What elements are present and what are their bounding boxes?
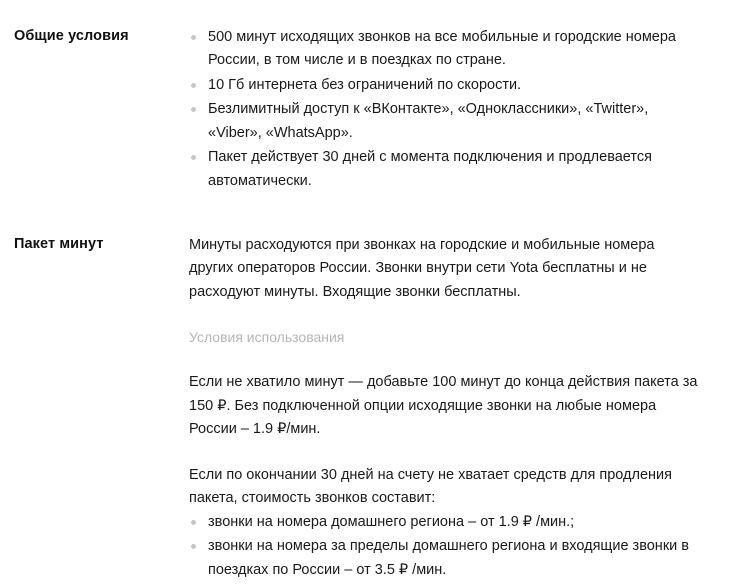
general-conditions-list <box>189 26 700 193</box>
section-body-minutes-package <box>189 234 730 583</box>
list-item: 10 Гб интернета без ограничений по скорости. <box>189 74 700 97</box>
spacer <box>189 304 700 326</box>
section-body-general-conditions <box>189 26 730 194</box>
section-label-minutes-package: Пакет минут <box>14 236 104 252</box>
minutes-extra-paragraph: Если не хватило минут — добавьте 100 минут до конца действия пакета за 150 ₽. Без подключенной опции исходящие звонки на любые номера России – 1.9 ₽/мин. <box>189 374 698 438</box>
section-label-general-conditions: Общие условия <box>14 28 129 44</box>
minutes-rates-list <box>189 511 700 582</box>
list-item: 500 минут исходящих звонков на все мобильные и городские номера России, в том числе и в поездках по стране. <box>189 26 700 73</box>
list-item: Безлимитный доступ к «ВКонтакте», «Одноклассники», «Twitter», «Viber», «WhatsApp». <box>189 98 700 145</box>
list-item: звонки на номера домашнего региона – от 1.9 ₽ /мин.; <box>189 511 700 534</box>
minutes-renewal-paragraph: Если по окончании 30 дней на счету не хватает средств для продления пакета, стоимость звонков составит: <box>189 466 672 507</box>
section-general-conditions <box>14 26 730 194</box>
list-item: звонки на номера за пределы домашнего региона и входящие звонки в поездках по России – от 3.5 ₽ /мин. <box>189 535 700 582</box>
spacer <box>189 442 700 464</box>
section-minutes-package <box>14 234 730 583</box>
usage-conditions-subheading: Условия использования <box>189 329 345 346</box>
list-item: Пакет действует 30 дней с момента подключения и продлевается автоматически. <box>189 146 700 193</box>
spacer <box>189 349 700 371</box>
minutes-intro-paragraph: Минуты расходуются при звонках на городские и мобильные номера других операторов России. Звонки внутри сети Yota бесплатны и не расходуют минуты. Входящие звонки бесплатны. <box>189 237 655 300</box>
